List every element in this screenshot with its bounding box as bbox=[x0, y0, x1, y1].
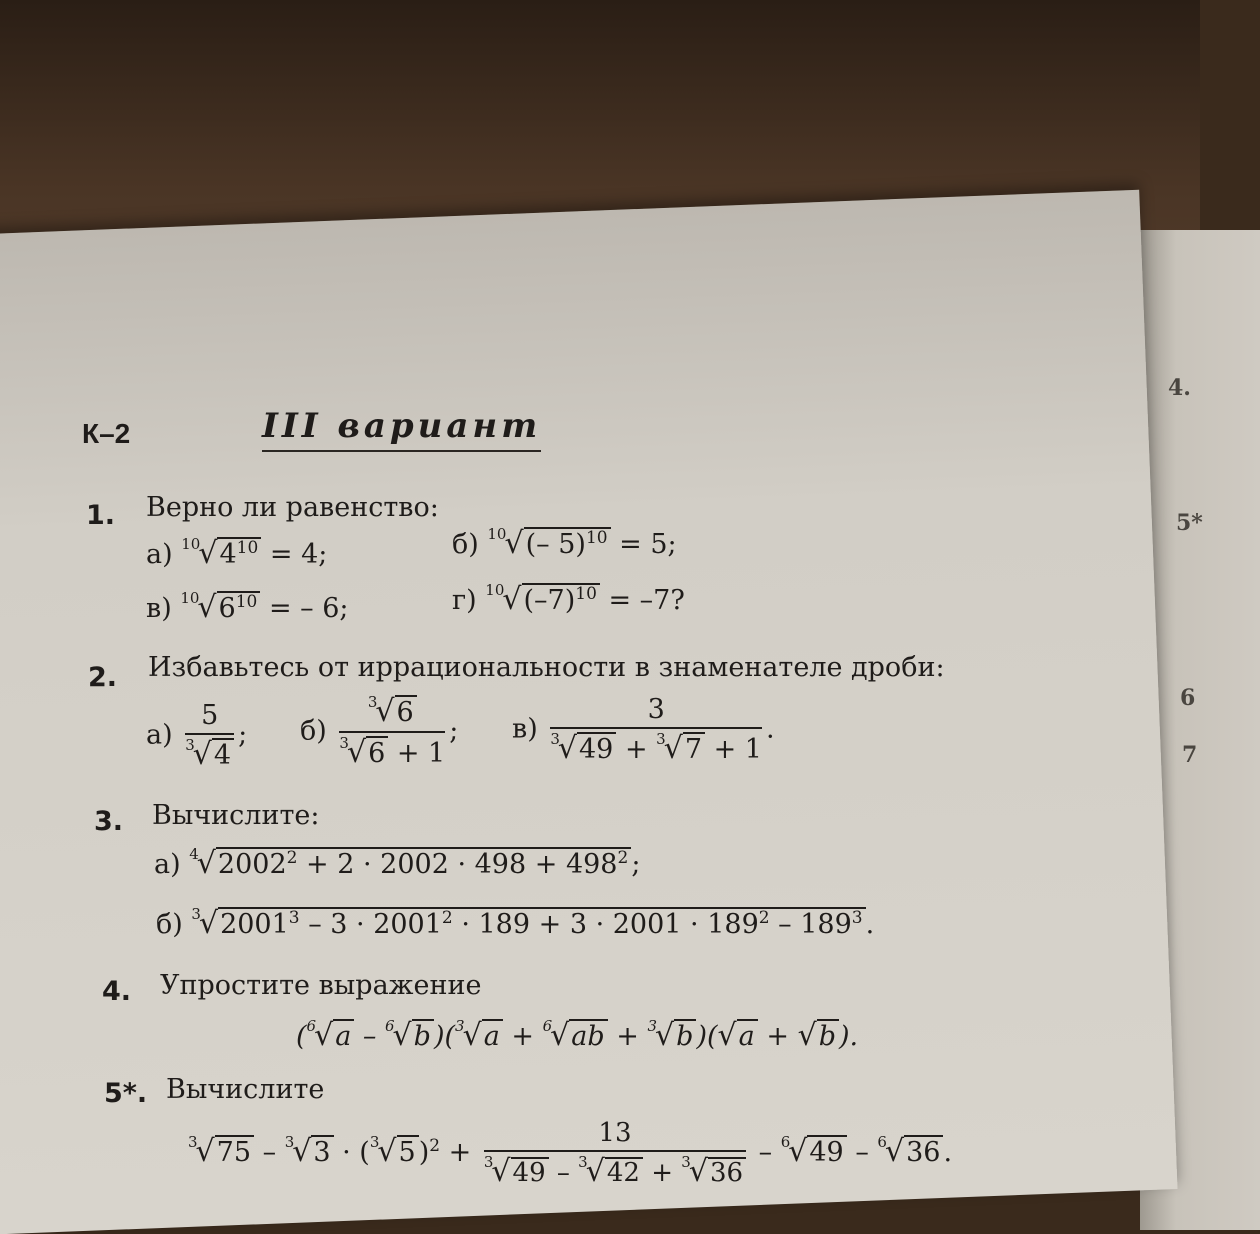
task-1b-index: 10 bbox=[487, 525, 507, 543]
task-5-square: 2 bbox=[429, 1136, 441, 1156]
task-2b-end: ; bbox=[449, 715, 459, 747]
task-2v-d1-radicand: 49 bbox=[577, 732, 616, 765]
task-2b-denominator: $^3$√6 + 1 bbox=[339, 734, 446, 770]
paren: )( bbox=[696, 1021, 718, 1052]
task-2b bbox=[300, 694, 458, 770]
task-5-text: Вычислите bbox=[166, 1074, 325, 1105]
task-2b-den-radicand: 6 bbox=[366, 736, 388, 769]
task-5-number: 5*. bbox=[104, 1078, 148, 1109]
task-5-d-index-2: 3 bbox=[578, 1153, 588, 1171]
task-2v-d1-index: 3 bbox=[550, 730, 560, 748]
paren: ) bbox=[418, 1137, 430, 1168]
task-5-d-radicand-1: 49 bbox=[511, 1157, 549, 1189]
task-3-text: Вычислите: bbox=[152, 800, 320, 831]
task-5-op: – bbox=[254, 1137, 285, 1168]
task-1b-radicand bbox=[524, 527, 611, 560]
task-1g-base: (–7) bbox=[523, 585, 576, 616]
task-2a-den-radicand: 4 bbox=[212, 738, 234, 771]
task-5-radicand-3: 5 bbox=[397, 1135, 419, 1168]
task-1v-base: 6 bbox=[218, 593, 236, 624]
task-5-index-1: 3 bbox=[188, 1133, 198, 1151]
task-4-radicand-7: b bbox=[817, 1019, 839, 1052]
task-5-op: + bbox=[440, 1137, 480, 1168]
task-2v-d2-radicand: 7 bbox=[683, 732, 705, 765]
task-5-d-index-1: 3 bbox=[483, 1153, 494, 1171]
task-1g bbox=[452, 582, 685, 617]
task-5-d-index-3: 3 bbox=[681, 1153, 691, 1171]
task-2b-den-index: 3 bbox=[339, 734, 349, 752]
task-1-number: 1. bbox=[86, 500, 116, 531]
task-4-text: Упростите выражение bbox=[160, 970, 482, 1001]
task-2-text: Избавьтесь от иррациональности в знаменателе дроби: bbox=[148, 652, 945, 683]
task-2b-numerator: $^3$√6 bbox=[339, 694, 445, 733]
task-5-d-radicand-2: 42 bbox=[605, 1157, 643, 1189]
task-2v-plus: + bbox=[616, 734, 657, 765]
task-2a-denominator: $^3$√4 bbox=[185, 735, 234, 772]
task-3a-label: а) bbox=[154, 849, 181, 880]
task-5-radicand-5: 36 bbox=[904, 1135, 943, 1168]
task-3a-term1: 2002 bbox=[217, 849, 287, 880]
task-3b-index: 3 bbox=[191, 905, 201, 923]
task-3b-label: б) bbox=[156, 909, 183, 940]
task-2a-fraction bbox=[185, 700, 234, 772]
task-1a-rhs: = 4; bbox=[261, 539, 328, 570]
radical-sign-icon: √ bbox=[198, 906, 219, 941]
margin-number-7: 7 bbox=[1182, 742, 1198, 768]
task-2v-d2-index: 3 bbox=[656, 730, 666, 748]
paren: ). bbox=[838, 1021, 859, 1052]
margin-number-6: 6 bbox=[1180, 685, 1196, 711]
task-3b-term4: – 189 bbox=[769, 909, 852, 940]
test-code: К–2 bbox=[82, 418, 131, 449]
radical-sign-icon: √ bbox=[504, 526, 524, 561]
task-3b-pow4: 3 bbox=[851, 908, 863, 928]
task-4-expression: ($^6$√a – $^6$√b )($^3$√a + $^6$√ab + $^3$√b )(√a + √b ). bbox=[296, 1017, 859, 1053]
task-5-op: – bbox=[750, 1137, 781, 1168]
task-4-index-2: 6 bbox=[385, 1017, 395, 1035]
task-3a-term2: + 2 · 2002 · 498 + 498 bbox=[297, 849, 618, 880]
task-2b-num-index: 3 bbox=[367, 693, 378, 711]
task-5-op: – bbox=[846, 1137, 878, 1168]
task-2v-fraction bbox=[550, 694, 762, 766]
task-2v-denominator: $^3$√49 + $^3$√7 + 1 bbox=[550, 730, 762, 766]
task-4-op: + bbox=[607, 1021, 648, 1052]
task-5-radicand-4: 49 bbox=[807, 1135, 846, 1168]
task-4-radicand-2: b bbox=[412, 1019, 434, 1052]
task-3b-term3: · 189 + 3 · 2001 · 189 bbox=[452, 909, 759, 940]
task-1g-rhs: = –7? bbox=[599, 585, 685, 616]
task-4-index-5: 3 bbox=[647, 1017, 658, 1035]
task-4-radicand-5: b bbox=[674, 1019, 696, 1052]
task-1-text: Верно ли равенство: bbox=[146, 492, 439, 523]
task-1b bbox=[452, 526, 677, 561]
task-1g-label: г) bbox=[452, 585, 477, 616]
task-1v-radicand bbox=[217, 591, 261, 624]
task-5-index-2: 3 bbox=[284, 1133, 295, 1151]
task-3b-term1: 2001 bbox=[220, 909, 289, 940]
task-1v-exp: 10 bbox=[235, 592, 258, 612]
task-3-number: 3. bbox=[94, 806, 124, 837]
task-5-index-5: 6 bbox=[877, 1133, 887, 1151]
task-2v-tail: + 1 bbox=[705, 734, 762, 765]
task-1g-radicand bbox=[522, 583, 600, 616]
task-4-number: 4. bbox=[102, 976, 132, 1007]
task-5-end: . bbox=[943, 1137, 953, 1168]
radical-sign-icon: √ bbox=[197, 590, 217, 625]
task-2a-numerator: 5 bbox=[185, 700, 234, 735]
task-3b-radicand bbox=[218, 907, 866, 940]
task-4-radicand-4: ab bbox=[569, 1019, 607, 1052]
task-5-d-radicand-3: 36 bbox=[708, 1157, 746, 1189]
task-5-radicand-2: 3 bbox=[311, 1135, 333, 1168]
task-1v-label: в) bbox=[146, 593, 172, 624]
margin-number-5: 5* bbox=[1176, 510, 1203, 536]
task-1g-exp: 10 bbox=[575, 584, 597, 604]
task-1a-index: 10 bbox=[181, 535, 201, 553]
task-5-op: · ( bbox=[333, 1137, 370, 1168]
task-2v-numerator: 3 bbox=[550, 694, 762, 729]
task-1g-index: 10 bbox=[485, 581, 505, 599]
radical-sign-icon: √ bbox=[198, 536, 218, 571]
task-2v-label: в) bbox=[512, 713, 538, 745]
task-5-fraction bbox=[484, 1118, 746, 1189]
radical-sign-icon: √ bbox=[196, 846, 216, 881]
task-1a-label: а) bbox=[146, 539, 173, 570]
radical-sign-icon: √ bbox=[502, 582, 522, 617]
task-2a-label: а) bbox=[146, 719, 173, 751]
task-2a-den-index: 3 bbox=[185, 736, 195, 754]
margin-number-4: 4. bbox=[1168, 375, 1191, 401]
task-3b-pow3: 2 bbox=[758, 908, 770, 928]
task-1b-label: б) bbox=[452, 529, 479, 560]
task-5-index-4: 6 bbox=[780, 1133, 791, 1151]
task-5-expression: $^3$√75 – $^3$√3 · ($^3$√5 )$^2$ + $\frac{13}{^3√49 - ^3√42 + ^3√36}$ – $^6$√49 – $^6$√36 . bbox=[188, 1118, 953, 1189]
task-1a-base: 4 bbox=[219, 539, 237, 570]
task-2b-fraction bbox=[339, 694, 445, 770]
task-3b-term2: – 3 · 2001 bbox=[299, 909, 442, 940]
task-3b bbox=[156, 906, 874, 941]
task-5-radicand-1: 75 bbox=[215, 1135, 254, 1168]
task-2v-end: . bbox=[765, 713, 775, 745]
paren: ( bbox=[296, 1021, 307, 1052]
task-3b-pow2: 2 bbox=[441, 908, 453, 928]
task-4-op: + bbox=[757, 1021, 798, 1052]
task-3a-pow1: 2 bbox=[286, 848, 298, 868]
task-3a-end: ; bbox=[631, 849, 641, 880]
task-1a-radicand bbox=[217, 537, 261, 570]
task-1v bbox=[146, 590, 349, 625]
task-4-op: – bbox=[354, 1021, 385, 1052]
task-2b-label: б) bbox=[300, 715, 327, 747]
task-4-index-3: 3 bbox=[455, 1017, 465, 1035]
task-4-index-4: 6 bbox=[542, 1017, 553, 1035]
task-3a-pow2: 2 bbox=[617, 848, 629, 868]
task-2-number: 2. bbox=[88, 662, 118, 693]
task-4-radicand-3: a bbox=[482, 1019, 503, 1052]
task-4-op: + bbox=[502, 1021, 543, 1052]
task-1a bbox=[146, 536, 327, 571]
task-1v-rhs: = – 6; bbox=[260, 593, 349, 624]
task-1b-rhs: = 5; bbox=[610, 529, 677, 560]
task-1b-exp: 10 bbox=[585, 528, 608, 548]
variant-title: III вариант bbox=[262, 406, 541, 452]
paren: )( bbox=[433, 1021, 456, 1052]
task-5-numerator: 13 bbox=[484, 1118, 746, 1152]
task-3b-pow1: 3 bbox=[288, 908, 300, 928]
task-2b-num-radicand: 6 bbox=[395, 695, 417, 728]
task-1b-base: (– 5) bbox=[525, 529, 586, 560]
task-3a bbox=[154, 846, 640, 881]
task-3b-end: . bbox=[865, 909, 875, 940]
task-2b-den-tail: + 1 bbox=[388, 738, 446, 769]
task-5-op: – bbox=[548, 1158, 579, 1188]
task-1v-index: 10 bbox=[180, 589, 200, 607]
task-4-index-1: 6 bbox=[306, 1017, 317, 1035]
task-2v bbox=[512, 694, 775, 766]
task-2a-end: ; bbox=[238, 719, 248, 751]
task-3a-radicand bbox=[216, 847, 631, 880]
task-3a-index: 4 bbox=[189, 845, 199, 863]
task-2a bbox=[146, 700, 247, 772]
task-5-index-3: 3 bbox=[369, 1133, 380, 1151]
task-4-radicand-6: a bbox=[737, 1019, 758, 1052]
task-5-op: + bbox=[642, 1158, 682, 1188]
task-4-radicand-1: a bbox=[333, 1019, 354, 1052]
task-5-denominator: $^3$√49 – $^3$√42 + $^3$√36 bbox=[484, 1152, 746, 1189]
task-1a-exp: 10 bbox=[236, 538, 259, 558]
